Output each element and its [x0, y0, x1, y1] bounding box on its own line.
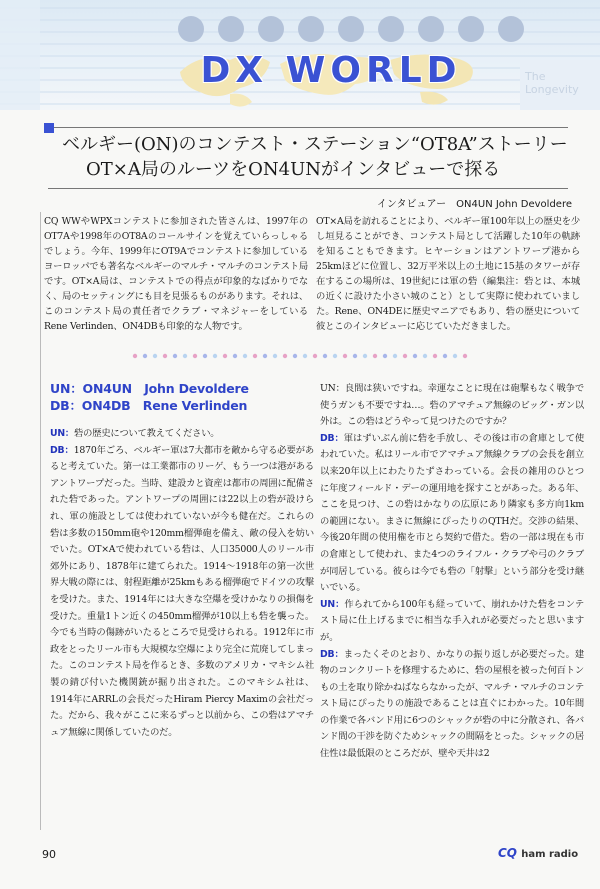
- divider-dot: [233, 354, 237, 358]
- divider-dot: [353, 354, 357, 358]
- divider-dot: [403, 354, 407, 358]
- page-number: 90: [42, 848, 56, 861]
- paragraph-text: まったくそのとおり、かなりの振り返しが必要だった。建物のコンクリートを修理するために、砦の屋根を被った何百トンもの土を取り除かねばならなかったが、マルチ・マルチのコンテスト局にぴったりの施設であることは直ぐにわかった。10年間の作業で各バンド用に6つのシャックが砦の中に分散され、各バンド間の干渉を防ぐためシャックの間隔をとった。シャックの居住性は最低限のところだが、壁や天井は2: [320, 648, 584, 760]
- headline-line-1: ベルギー(ON)のコンテスト・ステーション“OT8A”ストーリー: [62, 134, 568, 155]
- divider-dot: [373, 354, 377, 358]
- divider-dot: [313, 354, 317, 358]
- divider-dot: [453, 354, 457, 358]
- divider-dot: [323, 354, 327, 358]
- paragraph-text: 軍はずいぶん前に砦を手放し、その後は市の倉庫として使われていた。私はリール市でアマチュア無線クラブの会長を創立以来20年以上にわたりたずさわっている。会長の雑用のひとつに年度フィールド・デーの運用地を探すことがあった。ある年、ここを見つけ、この砦はかなりの広原にあり隣家も多方向1kmの範囲にない。まさに無線にぴったりのQTHだ。交渉の結果、今後20年間の使用権を市とら契約で借た。砦の一部は現在も市の倉庫として使われ、また4つのライフル・クラブや弓のクラブが同居している。彼らは今でも砦の「射撃」という部分を受け継いでいる。: [320, 432, 584, 594]
- paragraph-text: 作られてから100年も経っていて、崩れかけた砦をコンテスト局に仕上げるまでに相当な手入れが必要だったと思いますが。: [320, 598, 584, 643]
- intro-right: OT×A局を訪れることにより、ベルギー軍100年以上の歴史を少し垣見ることができ、コンテスト局として活躍した10年の軌跡を知ることもできます。ヒヤーションはアントワープ港から25kmほどに位置し、32万平米以上の土地に15基のタワーが存在するこの場所は、19世紀には軍の砦（編集注：砦とは、本城の近くに設けた小さい城のこと）として実際に使われていました。Rene、ON4DEに歴史マニアでもあり、砦の歴史について彼とこのインタビューに応じていただきました。: [316, 216, 580, 332]
- divider-dot: [143, 354, 147, 358]
- divider-dot: [363, 354, 367, 358]
- divider-dot: [133, 354, 137, 358]
- divider-dot: [463, 354, 467, 358]
- divider-dot: [283, 354, 287, 358]
- divider-dot: [213, 354, 217, 358]
- divider-dot: [393, 354, 397, 358]
- speaker-label: UN：: [320, 598, 345, 610]
- divider-dot: [273, 354, 277, 358]
- paragraph: [320, 431, 584, 597]
- divider-dot: [243, 354, 247, 358]
- divider-dot: [193, 354, 197, 358]
- ghost-caption: The Longevity: [525, 70, 579, 96]
- intro-left: CQ WWやWPXコンテストに参加された皆さんは、1997年のOT7Aや1998年のOT8Aのコールサインを覚えていらっしゃるでしょう。今年、1999年にOT9Aでコンテストに参加しているヨーロッパでも著名なベルギーのマルチ・マルチのコンテスト局です。OT×A局は、コンテストでの得点が印象的なばかりでなく、局のセッティングにも目を見張るものがあります。それは、このコンテスト局の責任者でクラブ・マネジャーをしているRene Verlinden、ON4DBも印象的な人物です。: [44, 216, 308, 332]
- body-left-column: [50, 380, 314, 741]
- paragraph: [320, 647, 584, 763]
- dot-8: [458, 16, 484, 42]
- paragraph-text: 砦の歴史について教えてください。: [74, 428, 220, 439]
- header-band: [0, 0, 600, 110]
- divider-dot: [153, 354, 157, 358]
- left-rule: [40, 212, 41, 830]
- divider-dot: [253, 354, 257, 358]
- speaker-label: DB：: [320, 648, 344, 660]
- dot-1: [178, 16, 204, 42]
- headline-marker-icon: [44, 123, 54, 133]
- divider-dot: [343, 354, 347, 358]
- divider-dot: [303, 354, 307, 358]
- divider-dot: [443, 354, 447, 358]
- body-right-column: [320, 381, 584, 763]
- divider-dot: [433, 354, 437, 358]
- divider-dot: [183, 354, 187, 358]
- speaker-label: DB：: [320, 432, 344, 444]
- divider-dot: [413, 354, 417, 358]
- paragraph-text: UN：良間は狭いですね。幸運なことに現在は砲撃もなく戦争で使うガンも不要ですね…。砦のアマチュア無線のビッグ・ガン以外は。この砦はどうやって見つけたのですか？: [320, 383, 584, 428]
- magazine-cq: CQ: [498, 846, 518, 860]
- interviewer-credit: インタビュアー ON4UN John Devoldere: [376, 199, 572, 210]
- dot-4: [298, 16, 324, 42]
- paragraph: [50, 443, 314, 742]
- header-dots: [178, 16, 524, 42]
- dot-5: [338, 16, 364, 42]
- dot-6: [378, 16, 404, 42]
- divider-dot: [263, 354, 267, 358]
- speaker-label: DB：: [50, 444, 74, 456]
- magazine-name: ham radio: [521, 849, 579, 860]
- divider-dot: [223, 354, 227, 358]
- speaker-un-line: UN：ON4UN John Devoldere: [50, 381, 249, 396]
- speaker-db-line: DB：ON4DB Rene Verlinden: [50, 398, 248, 413]
- paragraph-text: 1870年ごろ、ベルギー軍は7大都市を敵から守る必要があると考えていた。第一は工業都市のリーゲ、もう一つは港があるアントワープだった。当時、建設カと資産は都市の周囲に配備された砦であった。アントワープの周囲には22以上の砦が設けられ、軍の施設としては使われていないが今も健在だ。これらの砦は多数の150mm砲や120mm榴弾砲を備え、敵の侵入を妨いでいた。OT×Aで使われている砦は、人口35000人のリール市郊外にあり、1878年に建てられた。1914〜1918年の第一次世界大戦の際には、射程距離が25kmもある榴弾砲でドイツの攻撃を受けた。また、1914年には大きな空爆を受けかなりの損傷を受けた。重量1トン近くの450mm榴弾が10以上も砦を襲った。今でも当時の傷跡がいたるところで見受けられる。1912年に市政をとったリール市も大規模な空爆により完全に荒廃してしまった。このコンテスト局を作るとき、多数のアメリカ・マキシム社製の錆び付いた機関銃が掘り出された。このマキシム社は、1914年にARRLの会長だったHiram Piercy Maximの会社だった。だから、我々がここに来るずっと以前から、この砦はアマチュア無線に関係していたのだ。: [50, 444, 314, 738]
- divider-dot: [203, 354, 207, 358]
- paragraph: [320, 597, 584, 647]
- divider-dot: [163, 354, 167, 358]
- headline-line-2: OT×A局のルーツをON4UNがインタビューで探る: [86, 159, 501, 180]
- divider-dot: [423, 354, 427, 358]
- paragraph: [50, 426, 314, 443]
- headline-box: [48, 127, 568, 189]
- paragraph: [320, 381, 584, 431]
- divider-dot: [383, 354, 387, 358]
- magazine-logo: [498, 846, 578, 860]
- speaker-label: UN：: [50, 428, 75, 439]
- section-title: DX WORLD: [200, 50, 462, 91]
- dot-7: [418, 16, 444, 42]
- divider-dot: [333, 354, 337, 358]
- dotted-divider: [130, 352, 470, 360]
- divider-dot: [173, 354, 177, 358]
- dot-3: [258, 16, 284, 42]
- dot-9: [498, 16, 524, 42]
- divider-dot: [293, 354, 297, 358]
- dot-2: [218, 16, 244, 42]
